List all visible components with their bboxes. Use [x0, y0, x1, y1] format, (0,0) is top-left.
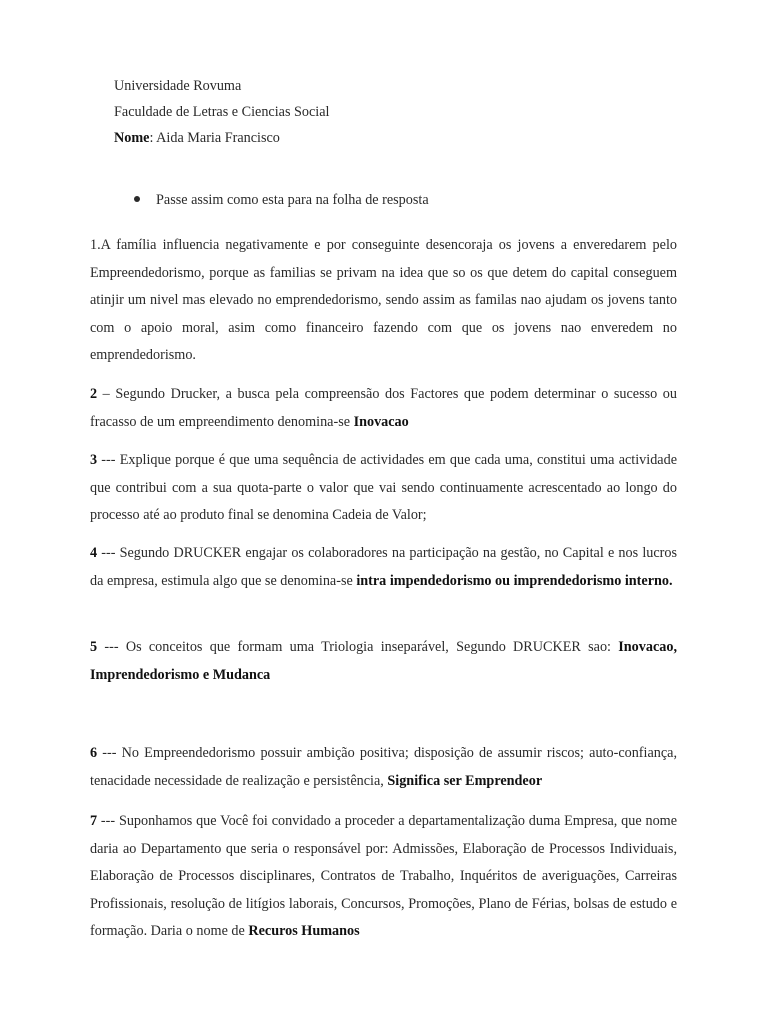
answer-1-text: 1.A família influencia negativamente e por conseguinte desencoraja os jovens a enveredarem pelo Empreendedorismo, porque as familias se privam na idea que so os que detem do capital conseguem atinjir um nivel mas elevado no emprendedorismo, sendo assim as familas nao ajudam os jovens tanto com o apoio moral, asim como financeiro fazendo com que os jovens nao enveredem no emprendedorismo. — [90, 237, 677, 363]
student-name-line — [114, 125, 330, 151]
answer-2-text: – Segundo Drucker, a busca pela compreensão dos Factores que podem determinar o sucesso ou fracasso de um empreendimento denomina-se — [90, 386, 677, 430]
answer-1 — [90, 232, 677, 370]
answer-3-number: 3 — [90, 452, 98, 468]
answer-7-number: 7 — [90, 813, 98, 829]
answer-2-answer: Inovacao — [353, 413, 409, 430]
answer-4-answer: intra impendedorismo ou imprendedorismo interno. — [356, 572, 673, 589]
answer-6-answer: Significa ser Emprendeor — [387, 772, 543, 789]
faculty-name: Faculdade de Letras e Ciencias Social — [114, 104, 330, 120]
answer-4 — [90, 540, 677, 595]
answer-7-answer: Recuros Humanos — [248, 923, 360, 939]
answer-6-text: --- No Empreendedorismo possuir ambição positiva; disposição de assumir riscos; auto-confiança, tenacidade necessidade de realização e persistência, — [90, 745, 677, 789]
answer-7 — [90, 808, 677, 946]
answer-3-text: --- Explique porque é que uma sequência de actividades em que cada uma, constitui uma actividade que contribui com a sua quota-parte o valor que vai sendo continuamente acrescentado ao longo do processo até ao produto final se denomina Cadeia de Valor; — [90, 452, 677, 523]
university-name: Universidade Rovuma — [114, 78, 242, 94]
document-header — [114, 73, 330, 151]
answer-6 — [90, 740, 677, 795]
answer-5-text: --- Os conceitos que formam uma Triologia inseparável, Segundo DRUCKER sao: — [97, 639, 619, 655]
instruction-item — [134, 189, 429, 211]
answer-5 — [90, 634, 677, 689]
name-value: : Aida Maria Francisco — [149, 130, 280, 146]
instruction-list — [134, 189, 429, 211]
answer-5-number: 5 — [90, 639, 98, 655]
answer-3 — [90, 447, 677, 530]
bullet-icon — [134, 196, 140, 202]
answer-6-number: 6 — [90, 745, 98, 761]
answer-2 — [90, 381, 677, 436]
answer-4-number: 4 — [90, 545, 98, 561]
answer-7-text: --- Suponhamos que Você foi convidado a proceder a departamentalização duma Empresa, que nome daria ao Departamento que seria o responsável por: Admissões, Elaboração de Processos Individuais, Elaboração de Processos disciplinares, Contratos de Trabalho, Inquéritos de averiguações, Carreiras Profissionais, resolução de litígios laborais, Concursos, Promoções, Plano de Férias, bolsas de estudo e formação. Daria o nome de — [90, 813, 677, 939]
instruction-text: Passe assim como esta para na folha de resposta — [156, 192, 429, 208]
answer-4-text: --- Segundo DRUCKER engajar os colaboradores na participação na gestão, no Capital e nos lucros da empresa, estimula algo que se denomina-se — [90, 545, 677, 589]
name-label: Nome — [114, 130, 150, 146]
answer-2-number: 2 — [90, 386, 98, 402]
answer-5-answer: Inovacao, Imprendedorismo e Mudanca — [90, 639, 677, 683]
